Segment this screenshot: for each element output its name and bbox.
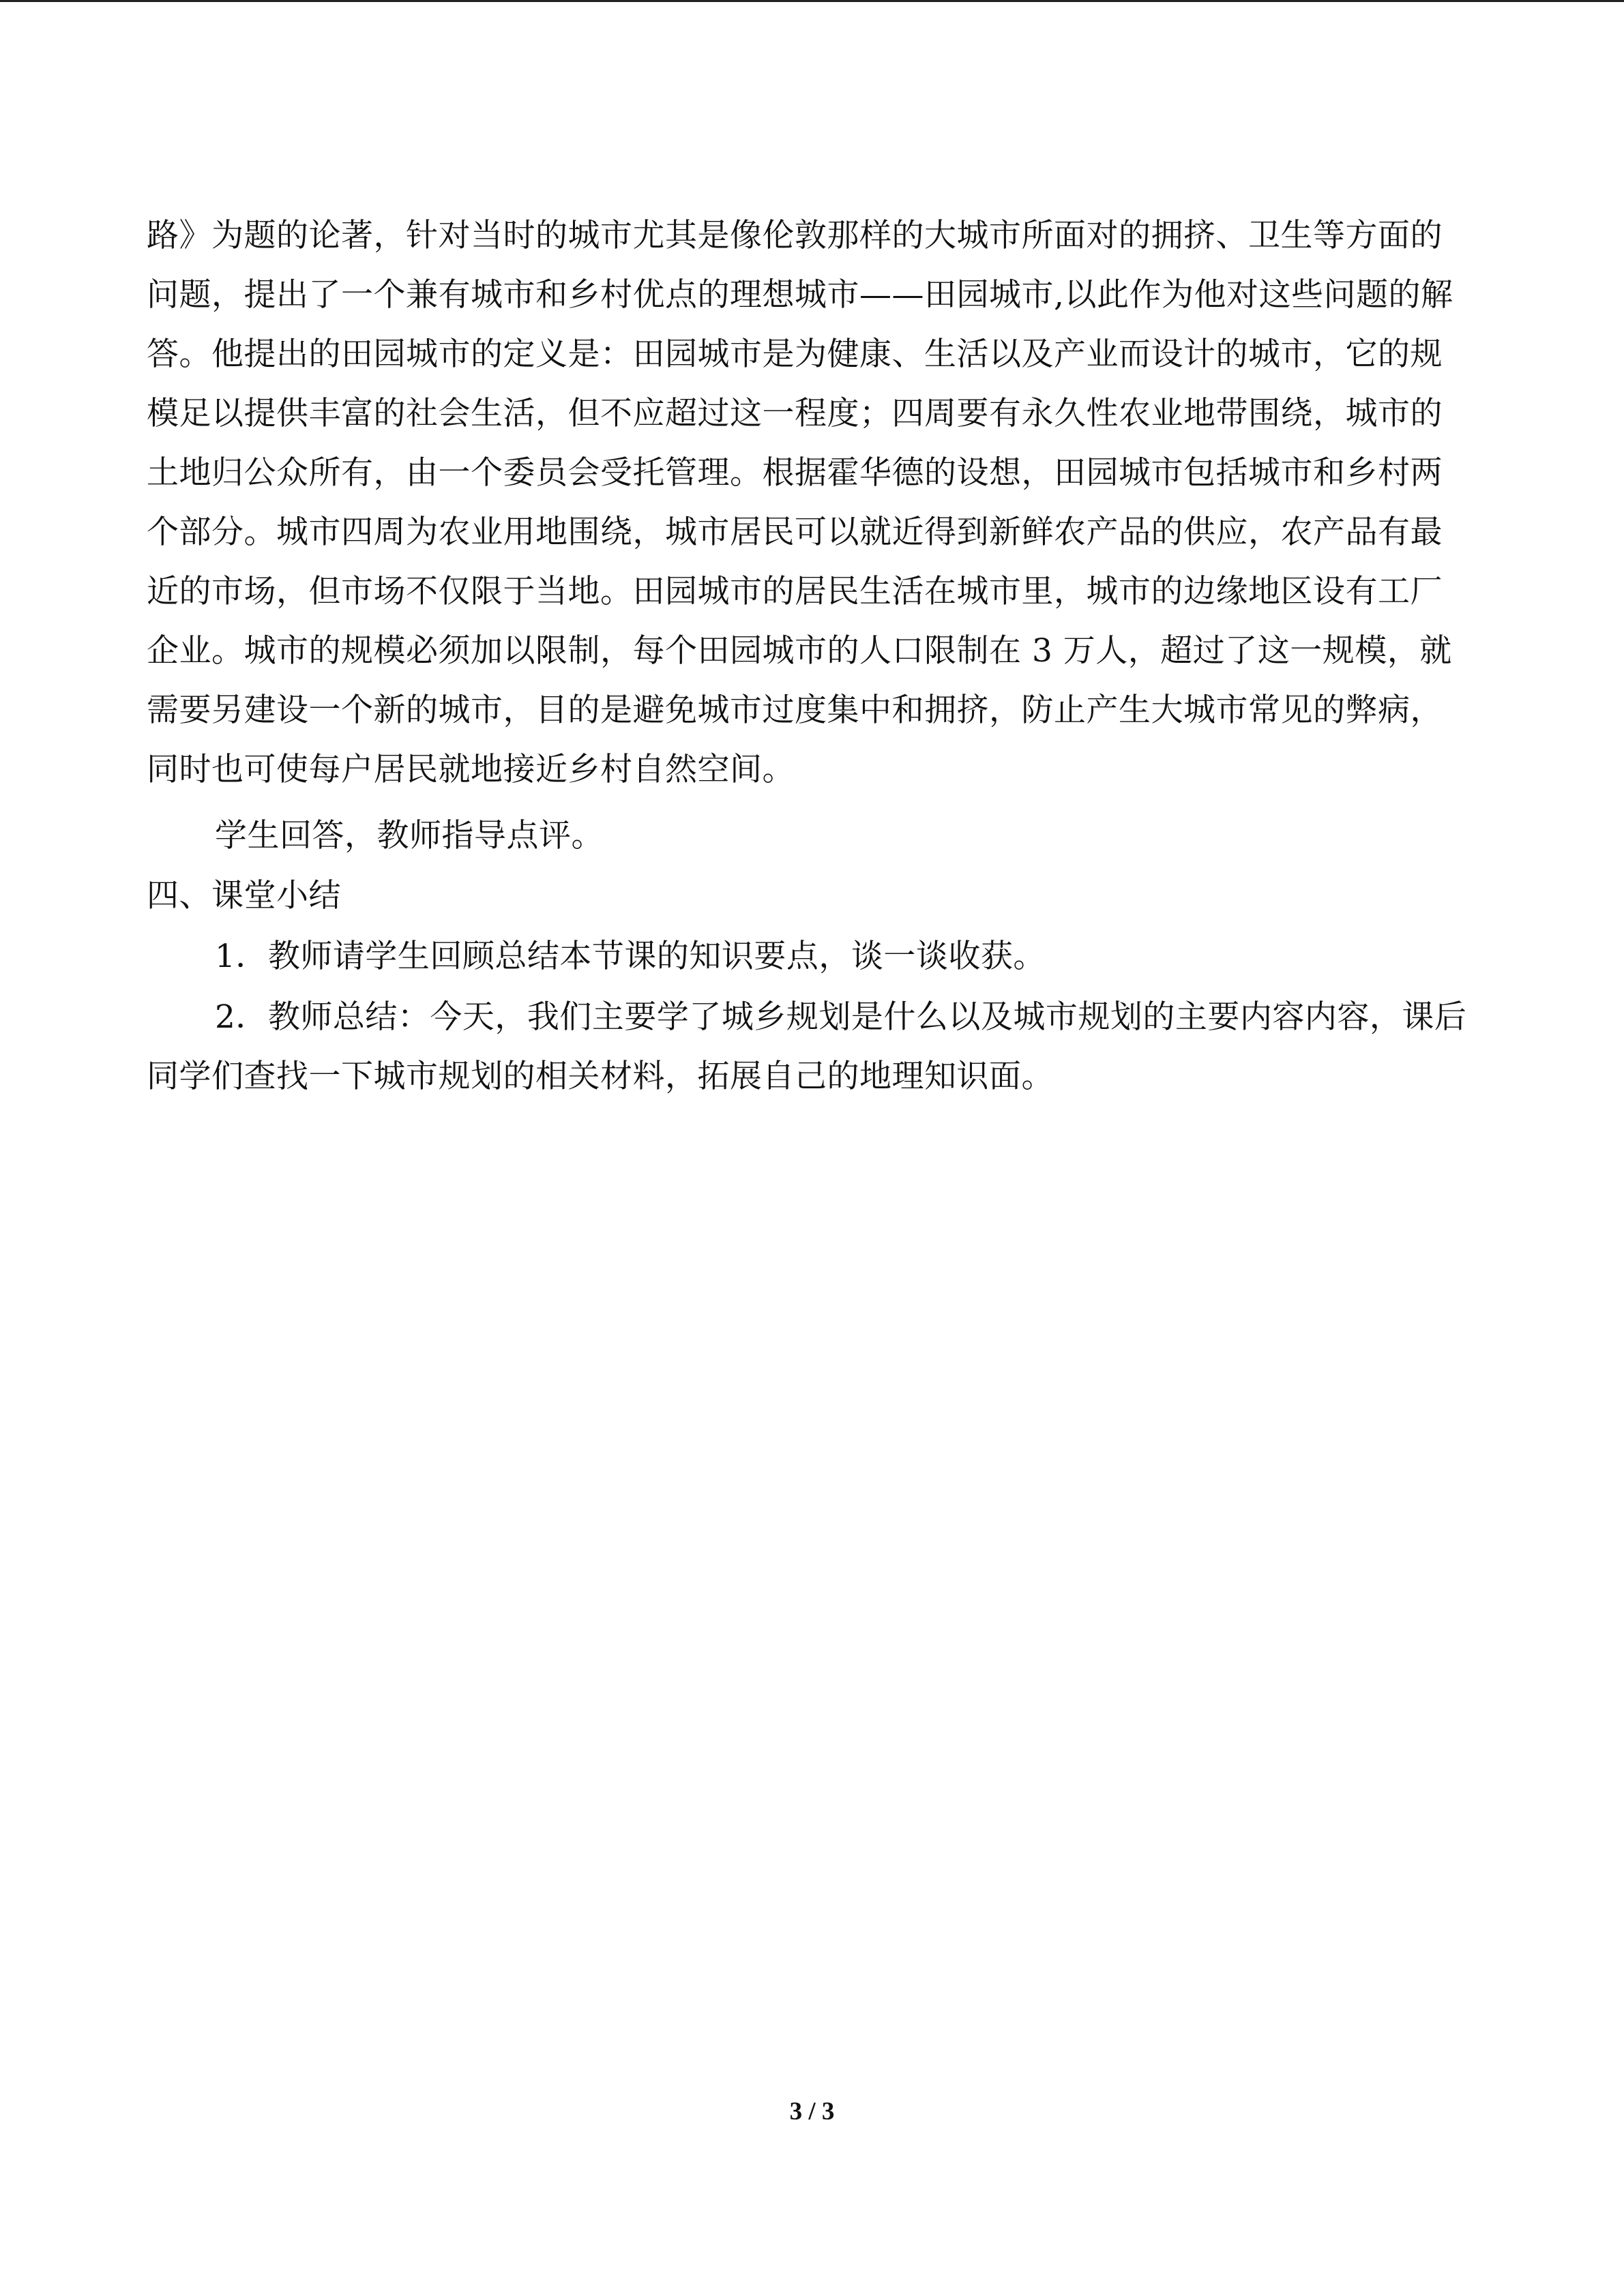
paragraph-line: 同时也可使每户居民就地接近乡村自然空间。 (147, 751, 795, 788)
student-answer-line: 学生回答，教师指导点评。 (215, 817, 604, 854)
summary-item-2-line-1: 2．教师总结：今天，我们主要学了城乡规划是什么以及城市规划的主要内容内容，课后 (215, 998, 1467, 1036)
paragraph-line: 模足以提供丰富的社会生活，但不应超过这一程度；四周要有永久性农业地带围绕，城市的 (147, 395, 1443, 432)
summary-item-2-line-2: 同学们查找一下城市规划的相关材料，拓展自己的地理知识面。 (147, 1058, 1054, 1095)
section-heading: 四、课堂小结 (147, 877, 341, 914)
paragraph-line: 答。他提出的田园城市的定义是：田园城市是为健康、生活以及产业而设计的城市，它的规 (147, 336, 1443, 373)
page-number: 3 / 3 (789, 2098, 835, 2126)
summary-item-1: 1．教师请学生回顾总结本节课的知识要点，谈一谈收获。 (215, 938, 1046, 975)
paragraph-line: 路》为题的论著，针对当时的城市尤其是像伦敦那样的大城市所面对的拥挤、卫生等方面的 (147, 217, 1443, 254)
paragraph-line: 近的市场，但市场不仅限于当地。田园城市的居民生活在城市里，城市的边缘地区设有工厂 (147, 573, 1443, 610)
paragraph-line: 企业。城市的规模必须加以限制，每个田园城市的人口限制在 3 万人，超过了这一规模，就 (147, 632, 1452, 670)
paragraph-line: 问题，提出了一个兼有城市和乡村优点的理想城市——田园城市,以此作为他对这些问题的解 (147, 276, 1453, 314)
paragraph-line: 需要另建设一个新的城市，目的是避免城市过度集中和拥挤，防止产生大城市常见的弊病， (147, 691, 1443, 729)
paragraph-line: 土地归公众所有，由一个委员会受托管理。根据霍华德的设想，田园城市包括城市和乡村两 (147, 454, 1443, 492)
paragraph-line: 个部分。城市四周为农业用地围绕，城市居民可以就近得到新鲜农产品的供应，农产品有最 (147, 513, 1443, 551)
